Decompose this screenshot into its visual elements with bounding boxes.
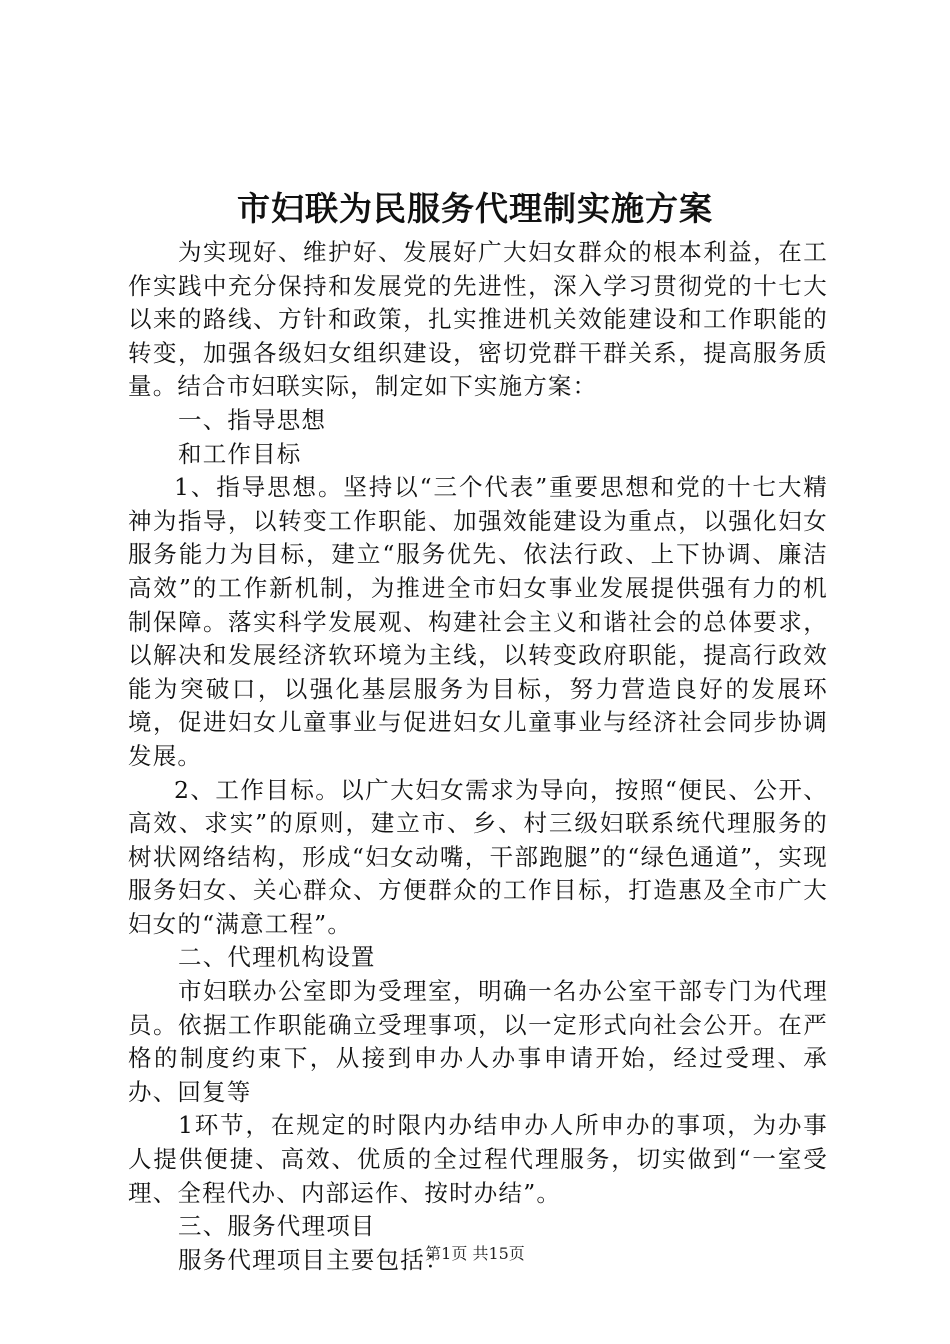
work-goals-paragraph: 2、工作目标。以广大妇女需求为导向，按照“便民、公开、高效、求实”的原则，建立市、乡、村三级妇联系统代理服务的树状网络结构，形成“妇女动嘴，干部跑腿”的“绿色通道”，实现服务妇女、关心群众、方便群众的工作目标，打造惠及全市广大妇女的“满意工程”。 — [128, 775, 828, 938]
document-body — [128, 236, 828, 1277]
intro-paragraph: 为实现好、维护好、发展好广大妇女群众的根本利益，在工作实践中充分保持和发展党的先进性，深入学习贯彻党的十七大以来的路线、方针和政策，扎实推进机关效能建设和工作职能的转变，加强各级妇女组织建设，密切党群干群关系，提高服务质量。结合市妇联实际，制定如下实施方案： — [128, 238, 828, 401]
agency-setup-continuation: 1环节，在规定的时限内办结申办人所申办的事项，为办事人提供便捷、高效、优质的全过程代理服务，切实做到“一室受理、全程代办、内部运作、按时办结”。 — [128, 1111, 828, 1207]
agency-setup-paragraph: 市妇联办公室即为受理室，明确一名办公室干部专门为代理员。依据工作职能确立受理事项，以一定形式向社会公开。在严格的制度约束下，从接到申办人办事申请开始，经过受理、承办、回复等 — [128, 977, 828, 1106]
guiding-thought-paragraph: 1、指导思想。坚持以“三个代表”重要思想和党的十七大精神为指导，以转变工作职能、加强效能建设为重点，以强化妇女服务能力为目标，建立“服务优先、依法行政、上下协调、廉洁高效”的工作新机制，为推进全市妇女事业发展提供强有力的机制保障。落实科学发展观、构建社会主义和谐社会的总体要求，以解决和发展经济软环境为主线，以转变政府职能，提高行政效能为突破口，以强化基层服务为目标，努力营造良好的发展环境，促进妇女儿童事业与促进妇女儿童事业与经济社会同步协调发展。 — [128, 473, 828, 770]
section-heading-work-goals: 和工作目标 — [178, 439, 302, 468]
section-heading-guiding-thought: 一、指导思想 — [178, 405, 327, 434]
section-heading-service-items: 三、服务代理项目 — [178, 1212, 376, 1241]
service-items-intro: 服务代理项目主要包括： — [178, 1245, 450, 1274]
section-heading-agency-setup: 二、代理机构设置 — [178, 943, 376, 972]
page-number-footer: 第1页 共15页 — [425, 1244, 525, 1263]
document-title: 市妇联为民服务代理制实施方案 — [237, 189, 713, 228]
